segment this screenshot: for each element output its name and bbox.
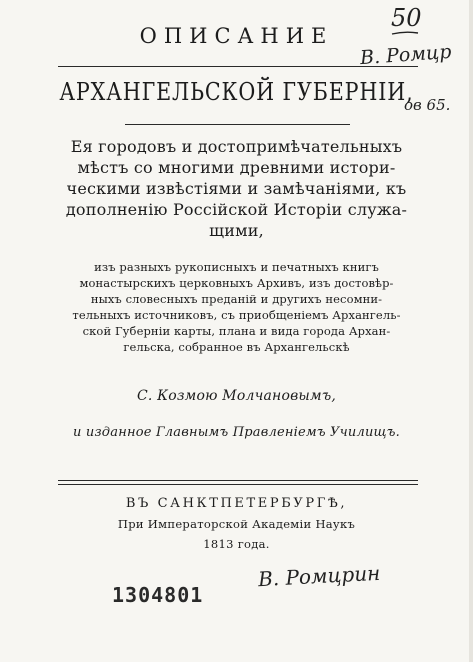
- description-line: Ея городовъ и достопримѣчательныхъ: [70, 137, 403, 156]
- description-line: мѣстъ со многими древними истори-: [77, 158, 396, 177]
- handwritten-signature-bottom: В. Ромцрин: [257, 560, 381, 592]
- catalog-number-stamp: 1304801: [112, 583, 204, 607]
- imprint-press: При Императорской Академіи Наукъ: [117, 517, 356, 531]
- description-line: щими,: [209, 221, 264, 240]
- imprint-rule-inner: [58, 484, 418, 485]
- sources-line: изъ разныхъ рукописныхъ и печатныхъ книгъ: [94, 260, 379, 274]
- description-line: дополненію Россійской Исторіи служа-: [65, 200, 408, 219]
- page-edge-shadow: [469, 0, 473, 662]
- title-rule-bottom: [125, 124, 350, 125]
- description-line: ческими извѣстіями и замѣчаніями, къ: [66, 179, 407, 198]
- sources-line: ской Губерніи карты, плана и вида города Архан-: [82, 324, 391, 338]
- sources-line: монастырскихъ церковныхъ Архивъ, изъ достовѣр-: [79, 276, 394, 290]
- publisher-line: и изданное Главнымъ Правленіемъ Училищъ.: [73, 425, 400, 440]
- author-line: С. Козмою Молчановымъ,: [136, 388, 337, 404]
- sources-line: тельныхъ источниковъ, съ приобщеніемъ Архангель-: [72, 308, 401, 322]
- book-subtitle: АРХАНГЕЛЬСКОЙ ГУБЕРНІИ,: [59, 78, 414, 106]
- imprint-rule-top: [58, 480, 418, 481]
- handwritten-signature-top: В. Ромцр: [359, 40, 453, 70]
- handwritten-number: 50: [391, 4, 422, 32]
- book-title: ОПИСАНИЕ: [139, 24, 334, 48]
- handwritten-shelf-mark: ов 65.: [404, 96, 451, 114]
- handwritten-underline: [391, 30, 419, 36]
- imprint-year: 1813 года.: [203, 537, 270, 551]
- sources-line: ныхъ словесныхъ преданій и другихъ несомни-: [90, 292, 383, 306]
- imprint-city: ВЪ САНКТПЕТЕРБУРГѢ,: [125, 496, 348, 511]
- sources-line: гельска, собранное въ Архангельскѣ: [123, 340, 350, 354]
